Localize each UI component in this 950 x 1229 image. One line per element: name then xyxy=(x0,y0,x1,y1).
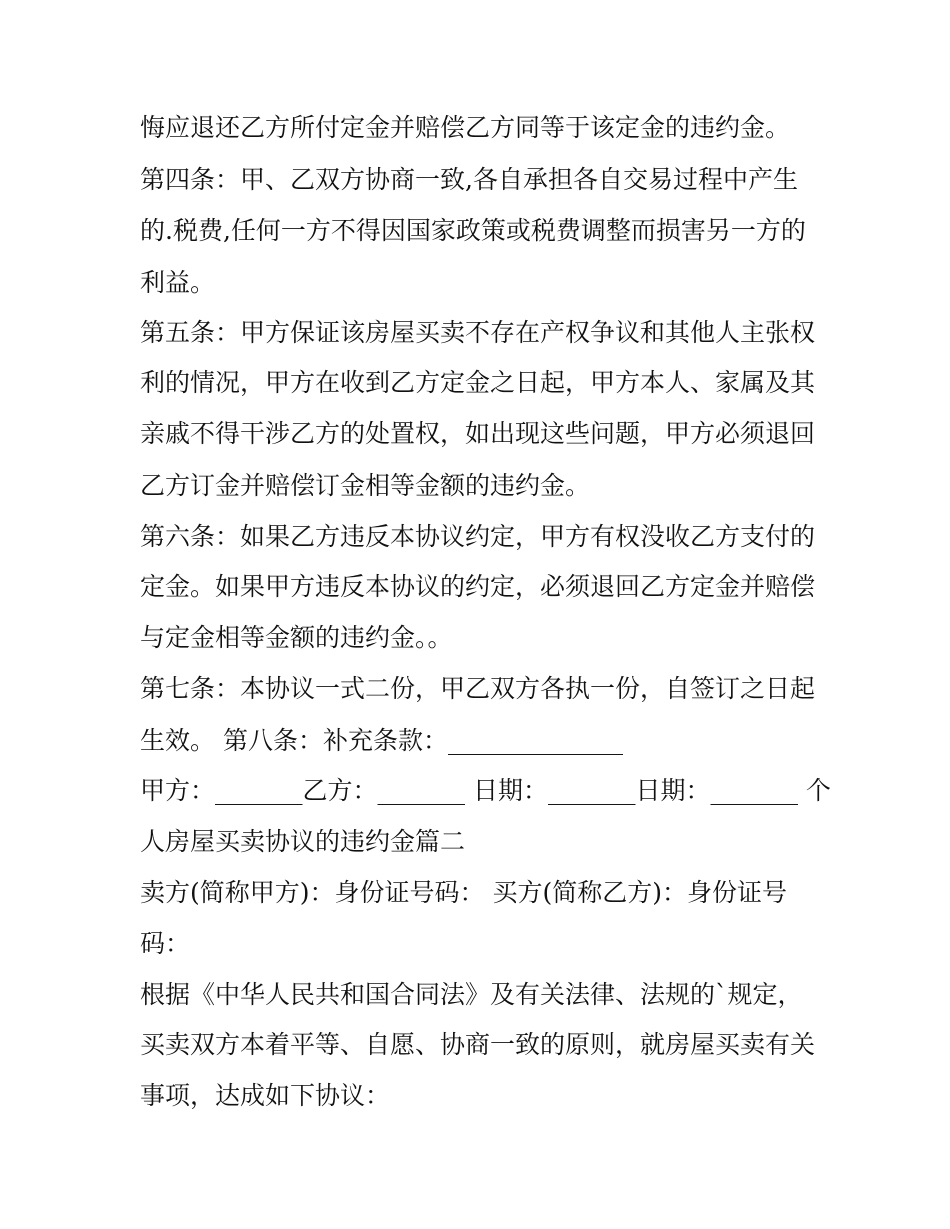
text-line: 悔应退还乙方所付定金并赔偿乙方同等于该定金的违约金。 xyxy=(140,113,791,142)
text-line: 与定金相等金额的违约金。。 xyxy=(140,623,453,652)
text-line: 事项，达成如下协议： xyxy=(140,1081,391,1110)
text-line: 第七条：本协议一式二份，甲乙双方各执一份，自签订之日起 xyxy=(140,674,816,703)
text-line: 亲戚不得干涉乙方的处置权，如出现这些问题，甲方必须退回 xyxy=(140,419,816,448)
text-line: 人房屋买卖协议的违约金篇二 xyxy=(140,827,466,856)
text-line: 乙方订金并赔偿订金相等金额的违约金。 xyxy=(140,471,591,500)
text-line: 利益。 xyxy=(140,268,216,297)
text-line: 第五条：甲方保证该房屋买卖不存在产权争议和其他人主张权 xyxy=(140,318,816,347)
text-line: 根据《中华人民共和国合同法》及有关法律、法规的`规定， xyxy=(140,980,803,1009)
text-line: 码： xyxy=(140,929,191,958)
text-line: 甲方：_______乙方：_______ 日期：_______日期：_______ 个 xyxy=(140,776,831,805)
text-line: 第四条：甲、乙双方协商一致,各自承担各自交易过程中产生 xyxy=(140,165,798,194)
text-line: 第六条：如果乙方违反本协议约定，甲方有权没收乙方支付的 xyxy=(140,522,816,551)
text-line: 买卖双方本着平等、自愿、协商一致的原则，就房屋买卖有关 xyxy=(140,1030,816,1059)
text-line: 卖方(简称甲方)：身份证号码： 买方(简称乙方)：身份证号 xyxy=(140,878,787,907)
text-line: 定金。如果甲方违反本协议的约定，必须退回乙方定金并赔偿 xyxy=(140,572,816,601)
text-line: 生效。 第八条：补充条款：______________ xyxy=(140,726,623,755)
text-line: 利的情况，甲方在收到乙方定金之日起，甲方本人、家属及其 xyxy=(140,368,816,397)
text-line: 的.税费,任何一方不得因国家政策或税费调整而损害另一方的 xyxy=(140,216,806,245)
